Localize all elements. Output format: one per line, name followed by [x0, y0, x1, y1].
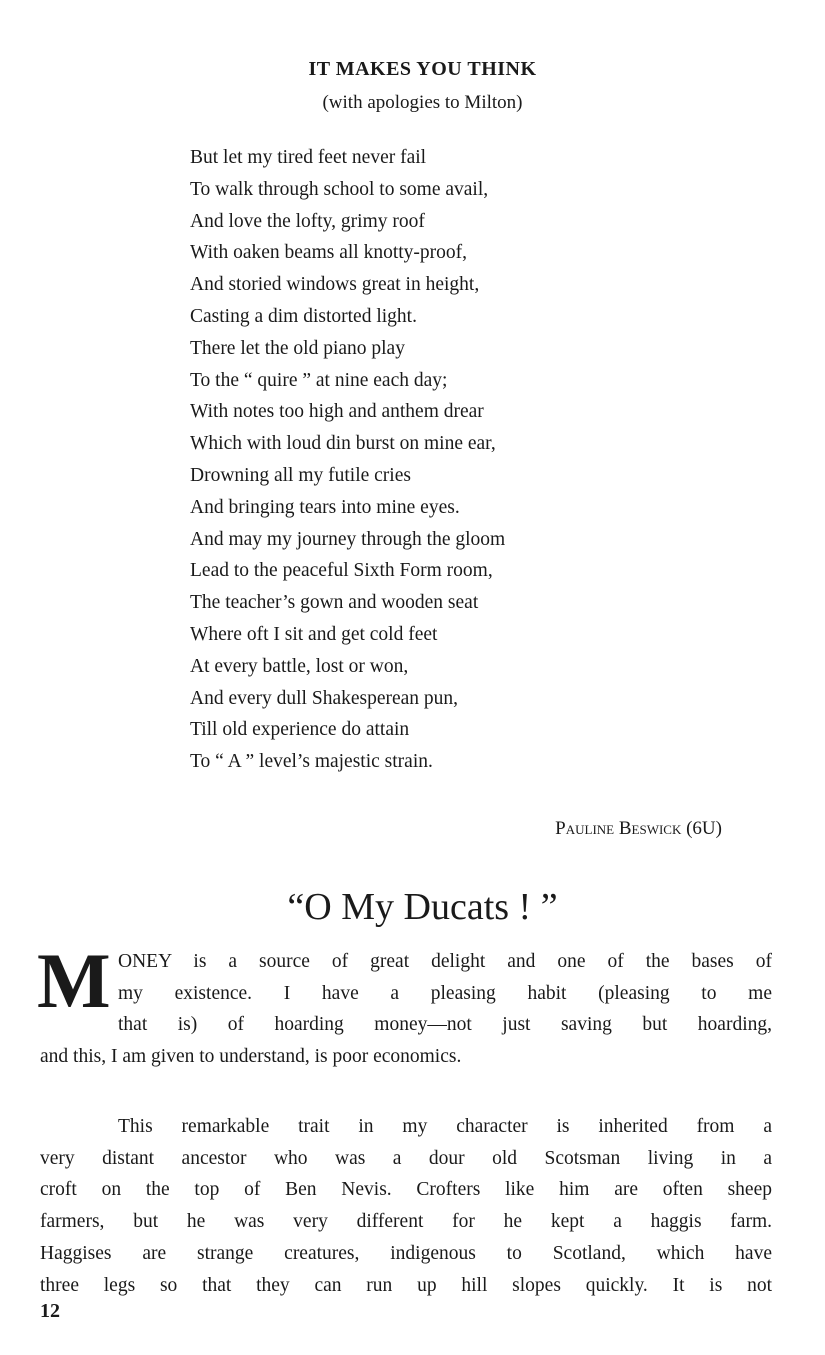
drop-cap: M: [37, 937, 111, 1024]
page-number: 12: [40, 1300, 60, 1322]
paragraph-line: croft on the top of Ben Nevis. Crofters like him are often sheep: [40, 1179, 772, 1201]
poem-author: [555, 818, 722, 840]
poem-line: Casting a dim distorted light.: [190, 305, 417, 327]
poem-line: And love the lofty, grimy roof: [190, 210, 425, 232]
paragraph-line: ONEY is a source of great delight and one of the bases of: [118, 951, 772, 972]
paragraph-line: that is) of hoarding money—not just saving but hoarding,: [118, 1014, 772, 1036]
paragraph-line: Haggises are strange creatures, indigenous to Scotland, which have: [40, 1242, 772, 1264]
poem-title: IT MAKES YOU THINK: [308, 58, 537, 80]
paragraph-line: three legs so that they can run up hill slopes quickly. It is not: [40, 1274, 772, 1296]
poem-line: There let the old piano play: [190, 337, 405, 359]
poem-subtitle: (with apologies to Milton): [322, 92, 523, 113]
poem-line: Which with loud din burst on mine ear,: [190, 433, 496, 455]
poem-line: The teacher’s gown and wooden seat: [190, 592, 479, 614]
poem-line: Drowning all my futile cries: [190, 464, 411, 486]
article-heading: “O My Ducats ! ”: [287, 886, 558, 928]
poem-line: To walk through school to some avail,: [190, 178, 489, 200]
article-paragraph-1: [37, 937, 772, 1073]
poem-line: Lead to the peaceful Sixth Form room,: [190, 560, 493, 582]
poem-line: And storied windows great in height,: [190, 274, 480, 296]
poem-body: [190, 142, 505, 778]
poem-line: But let my tired feet never fail: [190, 147, 427, 168]
poem-line: To the “ quire ” at nine each day;: [190, 369, 448, 391]
paragraph-line: very distant ancestor who was a dour old Scotsman living in a: [40, 1147, 772, 1169]
paragraph-line: my existence. I have a pleasing habit (pleasing to me: [118, 982, 772, 1004]
author-form: (6U): [686, 818, 722, 839]
paragraph-line: This remarkable trait in my character is inherited from a: [118, 1116, 772, 1137]
paragraph-line: farmers, but he was very different for he kept a haggis farm.: [40, 1211, 772, 1233]
poem-line: And bringing tears into mine eyes.: [190, 496, 460, 518]
poem-line: With oaken beams all knotty-proof,: [190, 242, 468, 264]
poem-line: And every dull Shakesperean pun,: [190, 687, 459, 709]
paragraph-line: and this, I am given to understand, is poor economics.: [40, 1046, 462, 1068]
poem-line: At every battle, lost or won,: [190, 655, 409, 677]
author-name: Pauline Beswick: [555, 818, 682, 839]
poem-line: Where oft I sit and get cold feet: [190, 623, 438, 645]
article-paragraph-2: [40, 1111, 772, 1301]
poem-line: To “ A ” level’s majestic strain.: [190, 751, 433, 773]
poem-line: Till old experience do attain: [190, 719, 410, 741]
poem-line: And may my journey through the gloom: [190, 528, 506, 550]
poem-line: With notes too high and anthem drear: [190, 401, 484, 423]
